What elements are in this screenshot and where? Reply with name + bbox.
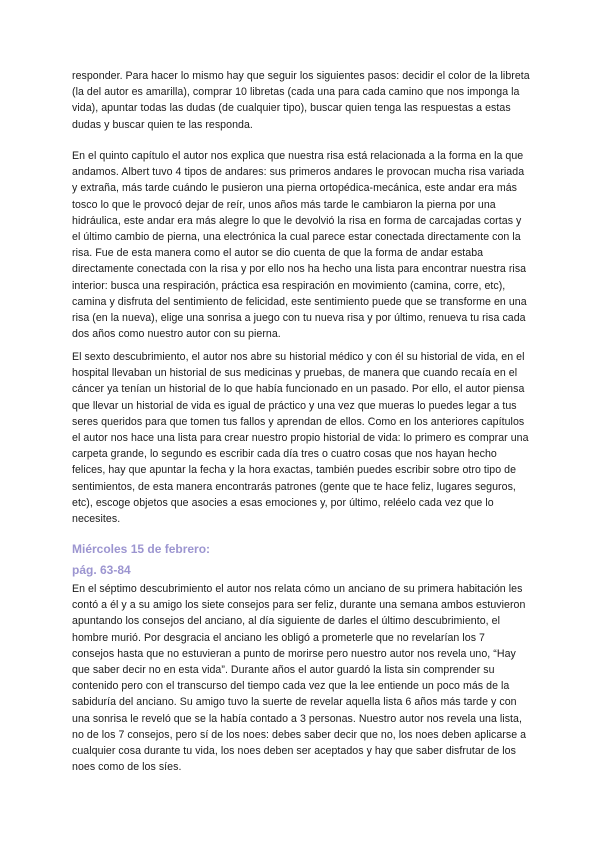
date-heading: Miércoles 15 de febrero:: [72, 542, 211, 556]
paragraph-quinto-capitulo: En el quinto capítulo el autor nos explica que nuestra risa está relacionada a la forma en la que andamos. Albert tuvo 4 tipos de andares: sus primeros andares le provocan mucha risa variada y extraña, más tarde cuándo le pusieron una pierna ortopédica-mecánica, este andar era más tosco lo que le provocó dejar de reír, unos años más tarde le cambiaron la pierna por una hidráulica, este andar era más alegre lo que le devolvió la risa en forma de carcajadas cortas y el último cambio de pierna, una electrónica la cual parece estar conectada directamente con la risa. Fue de esta manera como el autor se dio cuenta de que la forma de andar estaba directamente conectada con la risa y por ello nos ha hecho una lista para encontrar nuestra risa interior: busca una respiración, práctica esa respiración en movimiento (camina, corre, etc), camina y disfruta del sentimiento de felicidad, este sentimiento puede que se transforme en una risa (en la nueva), elige una sonrisa a juego con tu nueva risa y por último, renueva tu risa cada dos años como nuestro autor con su pierna.: [72, 150, 527, 341]
paragraph-sexto-descubrimiento: El sexto descubrimiento, el autor nos abre su historial médico y con él su historial de vida, en el hospital llevaban un historial de sus medicinas y pruebas, de manera que cuando recaía en el cáncer ya tenían un historial de lo que había funcionado en un pasado. Por ello, el autor piensa que llevar un historial de vida es igual de práctico y una vez que mueras lo puedes legar a tus seres queridos para que tomen tus fallos y aprendan de ellos. Como en los anteriores capítulos el autor nos hace una lista para crear nuestro propio historial de vida: lo primero es comprar una carpeta grande, lo segundo es escribir cada día tres o cuatro cosas que nos hayan hecho felices, hay que apuntar la fecha y la hora exactas, también puedes escribir sobre otro tipo de sentimientos, de esta manera encontrarás patrones (gente que te hace feliz, lugares seguros, etc), escoge objetos que asocies a esas emociones y, por último, reléelo cada vez que lo necesites.: [72, 351, 529, 526]
paragraph-septimo-descubrimiento: En el séptimo descubrimiento el autor nos relata cómo un anciano de su primera habitación les contó a él y a su amigo los siete consejos para ser feliz, durante una semana ambos estuvieron apuntando los consejos del anciano, al día siguiente de darles el último descubrimiento, el hombre murió. Por desgracia el anciano les obligó a prometerle que no revelarían los 7 consejos hasta que no estuvieran a punto de morirse pero nuestro autor nos revela uno, “Hay que saber decir no en esta vida”. Durante años el autor guardó la lista sin comprender su contenido pero con el transcurso del tiempo cada vez que la lee entiende un poco más de la sabiduría del anciano. Su amigo tuvo la suerte de revelar aquella lista 6 años más tarde y con una sonrisa le reveló que se la había contado a 3 personas. Nuestro autor nos revela una lista, no de los 7 consejos, pero sí de los noes: debes saber decir que no, los noes deben aplicarse a cualquier cosa durante tu vida, los noes deben ser aceptados y hay que saber disfrutar de los noes como de los síes.: [72, 583, 527, 774]
paragraph-continuation: responder. Para hacer lo mismo hay que seguir los siguientes pasos: decidir el color de la libreta (la del autor es amarilla), comprar 10 libretas (cada una para cada camino que nos imponga la vida), apuntar todas las dudas (de cualquier tipo), buscar quien tenga las respuestas a estas dudas y buscar quien te las responda.: [72, 70, 530, 131]
pages-heading: pág. 63-84: [72, 563, 131, 577]
